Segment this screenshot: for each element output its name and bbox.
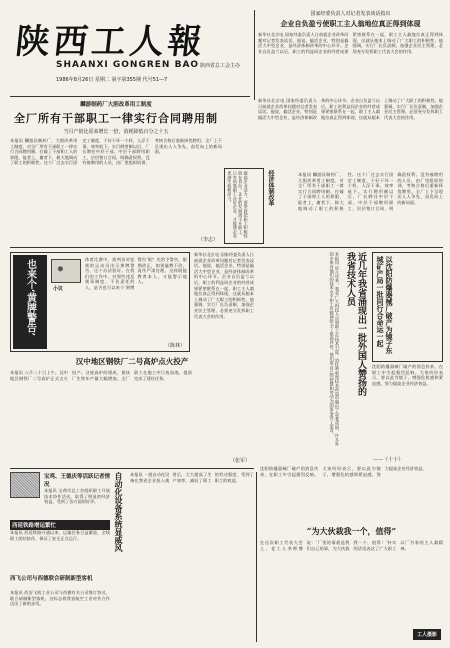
sidebar-heading: 经济体制改革 bbox=[267, 170, 274, 206]
right-box-body: 沈阳防爆器械厂破产的消息传来，在职工中引起强烈反响。大家纷纷表示，要以此为镜子，增强危机感和紧迫感，努力提高企业经济效益。 bbox=[372, 364, 443, 386]
right-box-text bbox=[372, 364, 443, 454]
mid-text-body: 新华社北京电 国家经委负责人日前就企业改革问题对记者发表谈话。他说，搞活企业，特别是搞活大中型企业，是经济体制改革的中心环节。企业自负盈亏以后，职工的利益同企业的经营成果紧密联系在一起，职工主人翁地位真正得到体现，这就从根本上调动了广大职工的积极性。他强调，实行厂长负责制，加强企业民主管理，必须充分发挥职工代表大会的作用。 bbox=[194, 252, 254, 319]
mid-text-column bbox=[194, 252, 254, 352]
column-box-byline: （陈林） bbox=[164, 343, 185, 349]
top-right-article bbox=[258, 10, 443, 96]
right-upper-strip bbox=[258, 98, 443, 168]
sidebar-heading-wrap bbox=[266, 170, 296, 230]
sidebar-photo-text: 本报讯 麟游县制药厂，大胆改革用工制度，对全厂所有干部职工一律实行合同聘用制，打破了干部和工人的界限，能者上，庸者下，极大地调动了职工的积极性。这个厂过去实行固定工制度，干好干坏一个样，人浮于事，效率低下。实行聘用制以后，厂长聘任中层干部，中层干部聘用职工，层层签订合同，明确责权利。没有被聘用的人员，由厂里组织培训，考核合格后重新择优聘用。全厂上下呈现出人人争先、奋发向上的新局面。 bbox=[298, 172, 443, 211]
factory-body: 本报讯 八月二十日上午，汉中地区钢铁厂二号高炉正式点火投产。这座高炉的建成，使该厂生铁年产量大幅增加。全厂职工在施工中日夜奋战，提前完成了建设任务。 bbox=[10, 370, 192, 381]
bottom-right-top-text: 沈阳防爆器械厂破产的消息传来，在职工中引起强烈反响。大家纷纷表示，要以此为镜子，增强危机感和紧迫感，努力提高企业经济效益。 bbox=[260, 466, 427, 477]
top-right-kicker: 国家经委负责人对记者发表谈话指出 bbox=[310, 11, 391, 17]
factory-headline: 汉中地区钢铁厂二号高炉点火投产 bbox=[75, 357, 189, 366]
bottom-right-headline: “为大伙栽我一个，值得” bbox=[306, 526, 397, 536]
column-box-heading-block bbox=[13, 255, 47, 349]
sidebar-box bbox=[224, 168, 264, 244]
lead-headline: 全厂所有干部职工一律实行合同聘用制 bbox=[14, 112, 218, 125]
bottom-left-column bbox=[10, 472, 110, 642]
right-upper-body: 新华社北京电 国家经委负责人日前就企业改革问题对记者发表谈话。他说，搞活企业，特别是搞活大中型企业，是经济体制改革的中心环节。企业自负盈亏以后，职工的利益同企业的经营成果紧密联系在一起，职工主人翁地位真正得到体现，这就从根本上调动了广大职工的积极性。他强调，实行厂长负责制，加强企业民主管理，必须充分发挥职工代表大会的作用。 bbox=[258, 98, 443, 120]
sidebar-photo bbox=[298, 172, 443, 242]
column-box-tag: 小议 bbox=[53, 286, 64, 292]
column-box bbox=[10, 252, 190, 352]
story2-headline: 西延铁路增运繁忙 bbox=[10, 520, 110, 530]
vertical-feature-headline: 近几年我省涌现出一批外国人赞扬的我省技术人员 bbox=[345, 252, 366, 396]
lead-body: 本报讯 麟游县制药厂，大胆改革用工制度，对全厂所有干部职工一律实行合同聘用制，打破了干部和工人的界限，能者上，庸者下，极大地调动了职工的积极性。这个厂过去实行固定工制度，干好干坏一个样，人浮于事，效率低下。实行聘用制以后，厂长聘任中层干部，中层干部聘用职工，层层签订合同，明确责权利。没有被聘用的人员，由厂里组织培训，考核合格后重新择优聘用。全厂上下呈现出人人争先、奋发向上的新局面。 bbox=[10, 138, 222, 166]
bottom-right-article bbox=[260, 456, 443, 642]
story1-headline: 宝鸡、王德庆等活跃记者情况 bbox=[44, 474, 110, 488]
factory-story bbox=[10, 356, 254, 466]
top-right-headline: 企业自负盈亏使职工主人翁地位真正得到体现 bbox=[280, 19, 421, 28]
vertical-feature bbox=[258, 252, 368, 452]
column-box-illustration bbox=[51, 259, 81, 283]
bottom-left-photo bbox=[10, 472, 40, 498]
sidebar-body: 提高企业活力，要坚持把职工积极性放在首位。企业的发展离不开职工，只有依靠职工办好企业，才能使企业充满生机和活力。 bbox=[227, 171, 249, 239]
bottom-right-stamp: 工人摄影 bbox=[413, 629, 441, 640]
right-box bbox=[372, 252, 443, 362]
column-box-heading: 也来个‘黄牌警告’ bbox=[24, 259, 36, 336]
story3-body: 本报讯 西安飞机工业公司与西德有关公司签订协议，联合研制新型客机，这标志着我省航空工业对外合作迈出了新的步伐。 bbox=[10, 590, 110, 607]
vertical-feature-body: 本报讯 近几年来，我省广大科技人员和职工在技术引进、消化吸收和技术改造中做出了显著成绩，许多外国专家对他们的技术水平和工作精神给予了很高评价。他们用自己的智慧和劳动为国家争得了荣誉。 bbox=[329, 252, 340, 447]
bottom-mid-body: 本报讯 一批自动化设备在我省企业投入使用后，大大提高了生产效率，减轻了职工的劳动强度，受到了职工的欢迎。 bbox=[130, 472, 254, 483]
factory-byline: （张军） bbox=[229, 458, 250, 464]
top-right-body: 新华社北京电 国家经委负责人日前就企业改革问题对记者发表谈话。他说，搞活企业，特别是搞活大中型企业，是经济体制改革的中心环节。企业自负盈亏以后，职工的利益同企业的经营成果紧密联系在一起，职工主人翁地位真正得到体现，这就从根本上调动了广大职工的积极性。他强调，实行厂长负责制，加强企业民主管理，必须充分发挥职工代表大会的作用。 bbox=[258, 32, 443, 54]
story3-headline: 西飞公司与西德联合研制新型客机 bbox=[10, 576, 93, 582]
masthead-publisher: 陕西省总工会主办 bbox=[200, 63, 241, 69]
bottom-mid-article bbox=[114, 472, 254, 642]
masthead bbox=[10, 10, 250, 100]
masthead-pinyin: SHAANXI GONGREN BAO bbox=[56, 60, 200, 70]
lead-byline: （李志） bbox=[197, 237, 218, 243]
lead-subhead: 当月产值比原来增长一倍，消耗降低百分之十五 bbox=[63, 129, 169, 135]
masthead-date: 1986年8月26日 星期二 第字第355期 代号51—7 bbox=[56, 77, 168, 83]
bottom-right-body: 在这次职工代表大会上，老工人李师傅说：‘厂里的事就是我们自己的事，为大伙栽我一个，值得！’朴实的话语表达了广大职工以厂为家的主人翁精神。 bbox=[260, 540, 443, 551]
lead-kicker: 麟游制药厂大胆改革用工制度 bbox=[80, 102, 152, 108]
story1-body: 本报讯 宝鸡市总工会组织职工开展技术协作活动，取得了明显的经济效益，受到了各方面的好评。 bbox=[44, 488, 110, 505]
story2-body: 本报讯 西延铁路开通以来，运输任务日益繁重，全线职工团结协作，保证了安全正点运行。 bbox=[10, 530, 110, 541]
bottom-mid-headline: 自动化设备系统显威风 bbox=[114, 472, 124, 552]
bottom-right-kicker: ——《十十》 bbox=[372, 457, 403, 463]
right-box-headline: 以沈阳防爆器械厂破产为镜子东城矿产局一批同行合命运一起 bbox=[376, 256, 394, 354]
column-box-body: 体育比赛中，裁判员对犯规的运动员出示黄牌警告，这个办法很好。在我们的工作中，对那些违反规章制度、不负责任的人，是否也可以来个‘黄牌警告’呢？先给予警告，限期改正，如果屡教不改，再作严肃处理。这样既能教育本人，又能警示他人。 bbox=[85, 257, 187, 290]
masthead-title: 陕西工人報 bbox=[13, 22, 208, 62]
lead-article bbox=[10, 100, 222, 245]
